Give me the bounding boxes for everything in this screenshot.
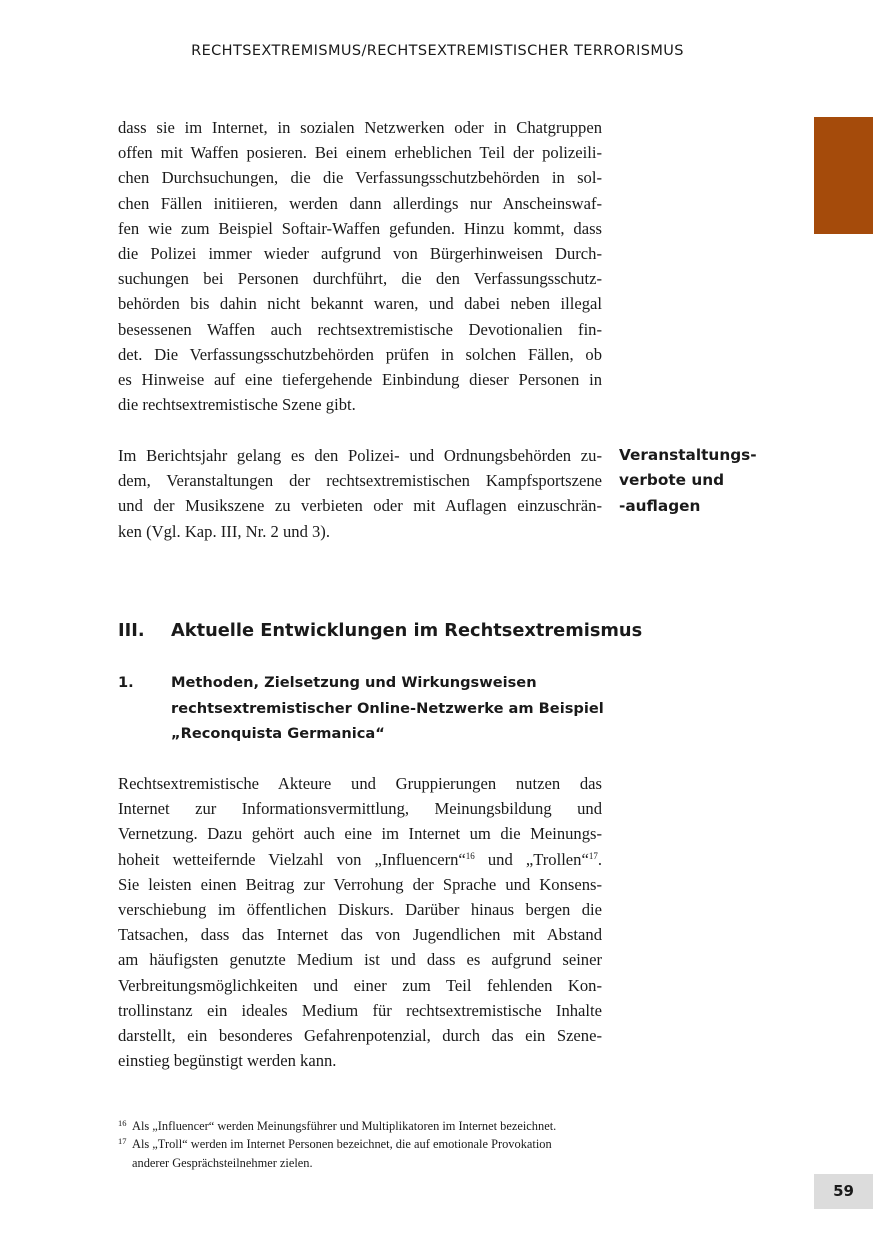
footnote-ref-17[interactable]: 17 bbox=[588, 850, 598, 861]
text-line: die rechtsextremistische Szene gibt. bbox=[118, 395, 356, 415]
text-line: es Hinweise auf eine tiefergehende Einbindung dieser Personen in bbox=[118, 369, 602, 389]
text-line: behörden bis dahin nicht bekannt waren, und dabei neben illegal bbox=[118, 294, 602, 314]
footnote-text: Als „Influencer“ werden Meinungsführer und Multiplikatoren im Internet bezeichnet. bbox=[132, 1119, 557, 1133]
footnote-number: 16 bbox=[118, 1118, 127, 1128]
subsection-number: 1. bbox=[118, 674, 134, 691]
text-line: Sie leisten einen Beitrag zur Verrohung der Sprache und Konsens- bbox=[118, 874, 602, 894]
text-line: Vernetzung. Dazu gehört auch eine im Internet um die Meinungs- bbox=[118, 824, 602, 844]
text-line-with-footnote-refs bbox=[118, 847, 602, 872]
subsection-title-line: „Reconquista Germanica“ bbox=[171, 725, 385, 743]
marginal-note-line: Veranstaltungs- bbox=[619, 446, 757, 464]
footnote-16 bbox=[118, 1117, 602, 1135]
text-line: suchungen bei Personen durchführt, die den Verfassungsschutz- bbox=[118, 269, 602, 289]
text-fragment: . bbox=[597, 849, 602, 869]
footnote-17 bbox=[118, 1135, 602, 1172]
text-line: det. Die Verfassungsschutzbehörden prüfen in solchen Fällen, ob bbox=[118, 344, 602, 364]
text-line: am häufigsten genutzte Medium ist und dass es aufgrund seiner bbox=[118, 950, 602, 970]
subsection-title bbox=[171, 670, 604, 747]
text-fragment: und „Trollen“ bbox=[474, 849, 589, 869]
text-line: ken (Vgl. Kap. III, Nr. 2 und 3). bbox=[118, 521, 330, 541]
marginal-note-line: -auflagen bbox=[619, 496, 701, 515]
text-line: trollinstanz ein ideales Medium für rechtsextremistische Inhalte bbox=[118, 1000, 602, 1020]
section-title: Aktuelle Entwicklungen im Rechtsextremismus bbox=[171, 620, 643, 641]
footnote-ref-16[interactable]: 16 bbox=[465, 850, 475, 861]
text-fragment: hoheit wetteifernde Vielzahl von „Influencern“ bbox=[118, 849, 466, 869]
text-line: chen Fällen initiieren, werden dann allerdings nur Anscheinswaf- bbox=[118, 193, 602, 213]
paragraph-1 bbox=[118, 115, 602, 417]
paragraph-2 bbox=[118, 443, 602, 544]
footnote-text: anderer Gesprächsteilnehmer zielen. bbox=[132, 1155, 313, 1170]
page-number: 59 bbox=[814, 1174, 873, 1209]
text-line: Verbreitungsmöglichkeiten und einer zum Teil fehlenden Kon- bbox=[118, 975, 602, 995]
footnote-text: Als „Troll“ werden im Internet Personen bezeichnet, die auf emotionale Provokation bbox=[132, 1137, 552, 1152]
text-line: fen wie zum Beispiel Softair-Waffen gefunden. Hinzu kommt, dass bbox=[118, 218, 602, 238]
marginal-note-line: verbote und bbox=[619, 471, 725, 490]
paragraph-3 bbox=[118, 771, 602, 1073]
text-line: verschiebung im öffentlichen Diskurs. Darüber hinaus bergen die bbox=[118, 899, 602, 919]
text-line: und der Musikszene zu verbieten oder mit Auflagen einzuschrän- bbox=[118, 496, 602, 516]
chapter-color-tab bbox=[814, 117, 873, 234]
running-header: RECHTSEXTREMISMUS/RECHTSEXTREMISTISCHER TERRORISMUS bbox=[191, 43, 684, 59]
text-line: Rechtsextremistische Akteure und Gruppierungen nutzen das bbox=[118, 774, 602, 793]
text-line: Internet zur Informationsvermittlung, Meinungsbildung und bbox=[118, 799, 602, 819]
footnotes bbox=[118, 1117, 602, 1172]
text-line: offen mit Waffen posieren. Bei einem erheblichen Teil der polizeili- bbox=[118, 143, 602, 163]
section-number: III. bbox=[118, 620, 145, 641]
text-line: Im Berichtsjahr gelang es den Polizei- und Ordnungsbehörden zu- bbox=[118, 446, 602, 465]
marginal-note bbox=[619, 443, 779, 519]
text-line: chen Durchsuchungen, die die Verfassungsschutzbehörden in sol- bbox=[118, 168, 602, 188]
footnote-number: 17 bbox=[118, 1136, 127, 1147]
text-line: darstellt, ein besonderes Gefahrenpotenzial, durch das ein Szene- bbox=[118, 1025, 602, 1045]
text-line: einstieg begünstigt werden kann. bbox=[118, 1051, 337, 1071]
text-line: dass sie im Internet, in sozialen Netzwerken oder in Chatgruppen bbox=[118, 118, 602, 137]
text-line: besessenen Waffen auch rechtsextremistische Devotionalien fin- bbox=[118, 319, 602, 339]
text-line: Tatsachen, dass das Internet das von Jugendlichen mit Abstand bbox=[118, 925, 602, 945]
text-line: die Polizei immer wieder aufgrund von Bürgerhinweisen Durch- bbox=[118, 243, 602, 263]
text-line: dem, Veranstaltungen der rechtsextremistischen Kampfsportszene bbox=[118, 471, 602, 491]
subsection-title-line: rechtsextremistischer Online-Netzwerke am Beispiel bbox=[171, 699, 604, 717]
subsection-title-line: Methoden, Zielsetzung und Wirkungsweisen bbox=[171, 674, 537, 691]
